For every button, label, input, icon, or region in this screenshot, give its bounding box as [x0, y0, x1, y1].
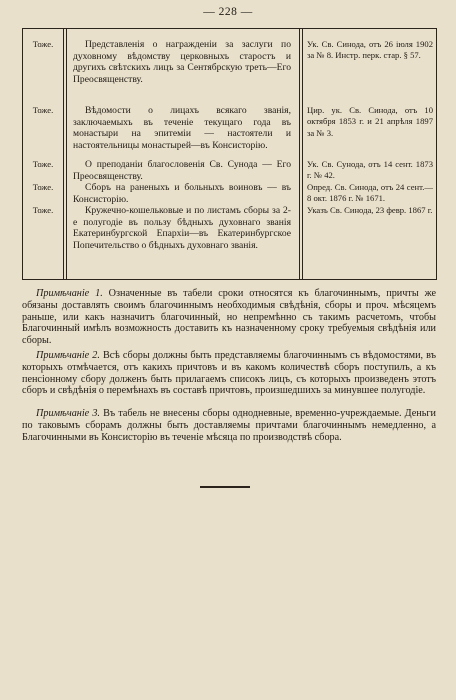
description-cell: Сборъ на раненыхъ и больныхъ воиновъ — въ Консисторію.	[73, 182, 291, 205]
note	[22, 288, 436, 347]
description-cell: О преподаніи благословенія Св. Сунода — Его Преосвященству.	[73, 159, 291, 182]
description-cell: Вѣдомости о лицахъ всякаго званія, заключаемыхъ въ теченіе текущаго года въ монастыри на эпитеміи — настоятели и настоятельницы монастырей—въ Консисторію.	[73, 105, 291, 151]
note-label: Примѣчаніе 1.	[36, 288, 103, 299]
note	[22, 350, 436, 397]
note-paragraph	[22, 288, 436, 347]
description-cell: Кружечно-кошельковые и по листамъ сборы за 2-е полугодіе въ пользу бѣдныхъ духовнаго званія Екатеринбургской Епархіи—въ Екатеринбургское Попечительство о бѣдныхъ духовнаго званія.	[73, 205, 291, 251]
period-cell: Тоже.	[32, 39, 54, 49]
description-cell: Представленія о награжденіи за заслуги по духовному вѣдомству церковныхъ старостъ и другихъ свѣтскихъ лицъ за Сентябрскую треть—Его Преосвященству.	[73, 39, 291, 85]
period-cell: Тоже.	[32, 105, 54, 115]
note-text: Въ табель не внесены сборы однодневные, временно-учреждаемые. Деньги по таковымъ сборамъ должны быть доставляемы причтами благочиннымъ немедленно, а Благочинными въ Консисторію въ теченіе мѣсяца по производствѣ сбора.	[22, 408, 437, 443]
column-divider	[66, 29, 67, 279]
note-label: Примѣчаніе 3.	[36, 408, 100, 419]
reference-cell: Ук. Св. Сунода, отъ 14 сент. 1873 г. № 42.	[307, 159, 433, 181]
deadline-table	[22, 28, 437, 280]
period-cell: Тоже.	[32, 182, 54, 192]
section-divider	[200, 486, 250, 488]
reference-cell: Цир. ук. Св. Синода, отъ 10 октября 1853 г. и 21 апрѣля 1897 за № 3.	[307, 105, 433, 138]
reference-cell: Указъ Св. Синода, 23 февр. 1867 г.	[307, 205, 433, 215]
column-divider	[63, 29, 64, 279]
note-text: Означенные въ табели сроки относятся къ благочиннымъ, причты же обязаны доставлять своимъ благочиннымъ необходимыя свѣдѣнія, сборы и проч. мѣсяцемъ раньше, или какъ назначитъ благочинный, но непремѣнно съ такимъ расчетомъ, чтобы Благочинный имѣлъ возможность доставить къ назначенному сроку требуемыя свѣдѣнія или сборы.	[22, 288, 437, 347]
column-divider	[302, 29, 303, 279]
reference-cell: Ук. Св. Синода, отъ 26 іюля 1902 за № 8. Инстр. перк. стар. § 57.	[307, 39, 433, 61]
period-cell: Тоже.	[32, 205, 54, 215]
note-text: Всѣ сборы должны быть представляемы благочиннымъ съ вѣдомостями, въ которыхъ отмѣчается, отъ какихъ причтовъ и въ какомъ количествѣ сборъ поступилъ, а къ пенсіонному сбору долженъ быть прилагаемъ списокъ лицъ, съ которыхъ произведенъ этотъ сборъ и свѣдѣнія о перемѣнахъ въ составѣ причтовъ, произшедшихъ за минувшее полугодіе.	[22, 350, 436, 397]
period-cell: Тоже.	[32, 159, 54, 169]
note-label: Примѣчаніе 2.	[36, 350, 100, 361]
note-paragraph	[22, 350, 436, 397]
column-divider	[299, 29, 300, 279]
page-number: — 228 —	[203, 6, 253, 18]
note	[22, 408, 436, 443]
note-paragraph	[22, 408, 436, 443]
reference-cell: Опред. Св. Синода, отъ 24 сент.—8 окт. 1876 г. № 1671.	[307, 182, 433, 204]
